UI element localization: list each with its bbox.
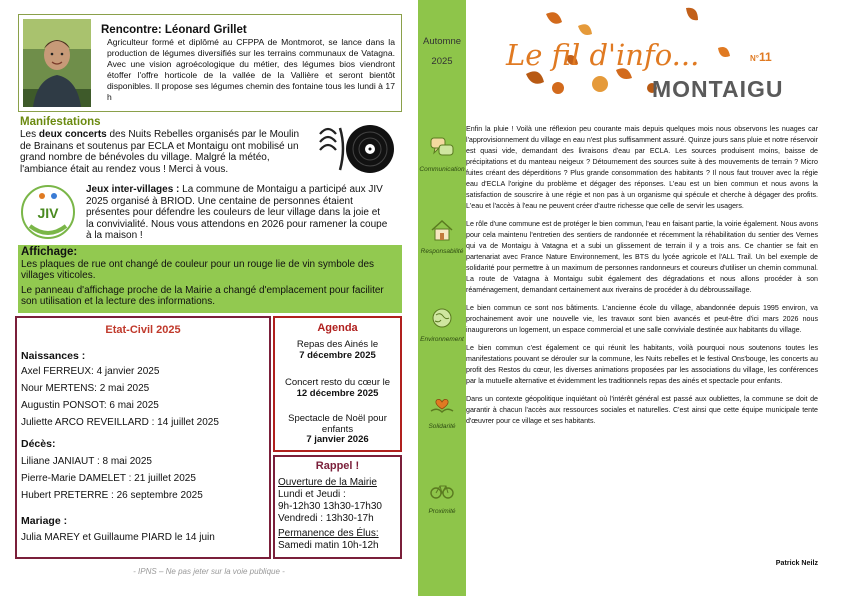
rencontre-body: Agriculteur formé et diplômé au CFPPA de Montmorot, se lance dans la production de légumes diversifiés sur les terrains communaux de Vatagna. Avec une vision agroécologique du métier, des légumes bios viendront étoffer l'offre horticole de la vallée de la Vallière et seront bientôt disponibles. Il propose ses légumes chemin des fontaine tous les lundi à 17 h	[107, 37, 395, 102]
manifestations-title: Manifestations	[20, 116, 101, 128]
agenda-item-label: Concert resto du cœur le	[284, 377, 391, 388]
jeux-body	[86, 184, 388, 242]
agenda-item-date: 12 décembre 2025	[296, 387, 379, 399]
leaf-icon	[686, 8, 698, 21]
berry-icon	[592, 76, 608, 92]
leaf-icon	[718, 47, 730, 57]
season-label: Automne	[422, 36, 462, 47]
article-paragraph: Dans un contexte géopolitique inquiétant où l'intérêt général est passé aux oubliettes, la commune se doit de garantir à chacun l'accès aux ressources sociales et naturelles. C'est ainsi que cette équipe municipale tente d'œuvrer pour ce village et ses habitants.	[466, 395, 818, 425]
etat-civil-title: Etat-Civil 2025	[105, 324, 181, 336]
rappel-box	[273, 455, 402, 559]
etat-civil-box	[15, 316, 271, 559]
naissance-item: Axel FERREUX: 4 janvier 2025	[21, 366, 160, 377]
issue-number	[750, 50, 772, 64]
category-solidarite	[418, 393, 466, 430]
mairie-hours-title: Ouverture de la Mairie	[278, 477, 377, 488]
category-label: Proximité	[428, 508, 456, 515]
jiv-logo-icon	[20, 182, 76, 242]
mairie-hours-line: 9h-12h30 13h30-17h30	[278, 501, 382, 512]
jiv-logo-text: JIV	[37, 205, 59, 221]
category-proximite	[418, 478, 466, 515]
category-label: Solidarité	[428, 423, 456, 430]
category-communication	[418, 136, 466, 173]
hands-heart-icon	[429, 393, 455, 417]
mairie-hours-line: Vendredi : 13h30-17h	[278, 513, 374, 524]
manifestations-body-bold: deux concerts	[38, 129, 107, 140]
manifestations-body-post: des Nuits Rebelles organisés par le Moulin de Brainans et soutenus par ECLA et Montaigu ont mobilisé un grand nombre de bénévoles du village. Malgré la météo, l'ambiance était au rendez vous ! Merci à vous.	[20, 129, 300, 175]
deces-item: Pierre-Marie DAMELET : 21 juillet 2025	[21, 473, 196, 484]
leaf-icon	[578, 24, 592, 35]
village-name: MONTAIGU	[652, 76, 784, 102]
issue-value: 11	[758, 50, 772, 64]
affichage-paragraph-2: Le panneau d'affichage proche de la Mairie a changé d'emplacement pour faciliter son utilisation et la lecture des informations.	[21, 284, 384, 307]
globe-icon	[429, 306, 455, 330]
leaf-icon	[526, 71, 544, 83]
house-icon	[429, 218, 455, 242]
naissance-item: Nour MERTENS: 2 mai 2025	[21, 383, 150, 394]
ipns-note: - IPNS – Ne pas jeter sur la voie publique -	[133, 567, 285, 576]
agenda-item-label: Spectacle de Noël pour enfants	[288, 413, 387, 435]
agenda-item	[277, 378, 398, 399]
manifestations-body-pre: Les	[20, 129, 39, 140]
article-paragraph: Le rôle d'une commune est de protéger le bien commun, l'eau en faisant partie, la voirie également. Nous avons pour cela maintenu l'entretien des sentiers de randonnée et récemment la réhabilitation du sentier des Vernes qui va de Montaigu à Vatagna et a subi un glissement de terrain il y a trois ans. Ce chantier se fait en partenariat avec France Nature Environnement, les BTS du lycée agricole et l'ALL Trail. Un bel exemple de solidarité pour permettre à un maximum de personnes randonneurs et coureurs d'utiliser un chemin communal. La route de Vatagna à Montaigu subit également des dégradations et nous allons procéder à son réaménagement, demandant certainement aux riverains de procéder à du débroussaillage.	[466, 220, 818, 294]
elus-title: Permanence des Élus:	[278, 528, 379, 539]
category-label: Environnement	[420, 336, 464, 343]
category-responsabilite	[418, 218, 466, 255]
category-label: Responsabilité	[420, 248, 464, 255]
article-paragraph: Le bien commun ce sont nos bâtiments. L'ancienne école du village, abandonnée depuis 1995 environ, va prochainement avoir une nouvelle vie, les travaux sont bien avancés et peut-être d'ici mars 2026 nous inaugurerons un logement, un espace commercial et une salle conviviale destinée aux habitants du village.	[466, 304, 818, 334]
jeux-text: La commune de Montaigu a participé aux JIV 2025 organisé à BRIOD. Une centaine de personnes étaient présentes pour défendre les couleurs de leur village dans la joie et la convivialité. Nous vous attendons en 2026 pour ramener la coupe à la maison !	[86, 184, 388, 242]
rappel-title: Rappel !	[315, 460, 360, 472]
rencontre-section	[18, 14, 402, 112]
jeux-title: Jeux inter-villages :	[86, 184, 180, 195]
farmer-photo	[23, 19, 91, 107]
bike-icon	[429, 478, 455, 502]
agenda-item-label: Repas des Ainés le	[296, 339, 379, 350]
affichage-paragraph-1: Les plaques de rue ont changé de couleur pour un rouge lie de vin symbole des villages viticoles.	[21, 259, 375, 282]
deces-item: Hubert PRETERRE : 26 septembre 2025	[21, 490, 203, 501]
category-environnement	[418, 306, 466, 343]
article-paragraph: Le bien commun c'est également ce qui réunit les habitants, voilà pourquoi nous soutenons toutes les manifestations pouvant se dérouler sur la commune, les Nuits rebelles et le festival Ons'bouge, les concerts au profit des Restos du cœur, les diverses animations proposées par les associations du village, les conférences par la mutuelle alternative et évidemment les traditionnels repas des ainés et spectacle pour enfants.	[466, 344, 818, 385]
naissances-title: Naissances :	[21, 350, 86, 362]
naissance-item: Augustin PONSOT: 6 mai 2025	[21, 400, 159, 411]
agenda-item-date: 7 janvier 2026	[306, 434, 369, 446]
editorial-article	[466, 124, 818, 434]
elus-line: Samedi matin 10h-12h	[278, 540, 379, 551]
leaf-icon	[546, 12, 562, 24]
issue-prefix: N°	[750, 54, 759, 63]
rencontre-title: Rencontre: Léonard Grillet	[101, 24, 247, 36]
article-paragraph: Enfin la pluie ! Voilà une réflexion peu courante mais depuis quelques mois nous observons les nuages car l'approvisionnement du village en eau n'est plus suffisamment assuré. Quinze jours sans pluie et notre réservoir est quasi vide, demandant des livraisons d'eau par ECLA. Les sources produisent moins, baisse de précipitations et du manteau neigeux ? Détournement des sources suite à des mouvements de terrain ? Micro fuites créant des déperditions ? Plus grande consommation des habitants ? Il nous faut trouver avec la régie eau d'ECLA l'origine du problème et dégager des réponses. L'eau est un bien commun et nous avons la satisfaction de souscrire à une régie et non pas à un organisme qui spécule et cherche à dégager des profits. L'eau et l'accès à l'eau ne peuvent créer d'autre richesse que celle de servir les usagers.	[466, 125, 818, 210]
mairie-hours-line: Lundi et Jeudi :	[278, 489, 346, 500]
mariage-title: Mariage :	[21, 515, 68, 527]
speech-bubbles-icon	[429, 136, 455, 160]
article-signature: Patrick Neilz	[775, 559, 818, 567]
manifestations-body	[20, 129, 308, 175]
agenda-item-date: 7 décembre 2025	[299, 349, 376, 361]
naissance-item: Juliette ARCO REVEILLARD : 14 juillet 2025	[21, 417, 219, 428]
mariage-item: Julia MAREY et Guillaume PIARD le 14 juin	[21, 532, 215, 543]
deces-item: Liliane JANIAUT : 8 mai 2025	[21, 456, 152, 467]
berry-icon	[552, 82, 564, 94]
agenda-item	[277, 340, 398, 361]
deces-title: Décès:	[21, 438, 56, 450]
vinyl-record-icon	[316, 118, 396, 180]
affichage-title: Affichage:	[21, 246, 78, 258]
newsletter-title: Le fil d'info...	[506, 38, 700, 72]
affichage-section	[18, 245, 402, 313]
category-label: Communication	[419, 166, 465, 173]
agenda-item	[277, 414, 398, 446]
agenda-box	[273, 316, 402, 452]
year-label: 2025	[431, 56, 453, 67]
agenda-title: Agenda	[317, 322, 358, 334]
